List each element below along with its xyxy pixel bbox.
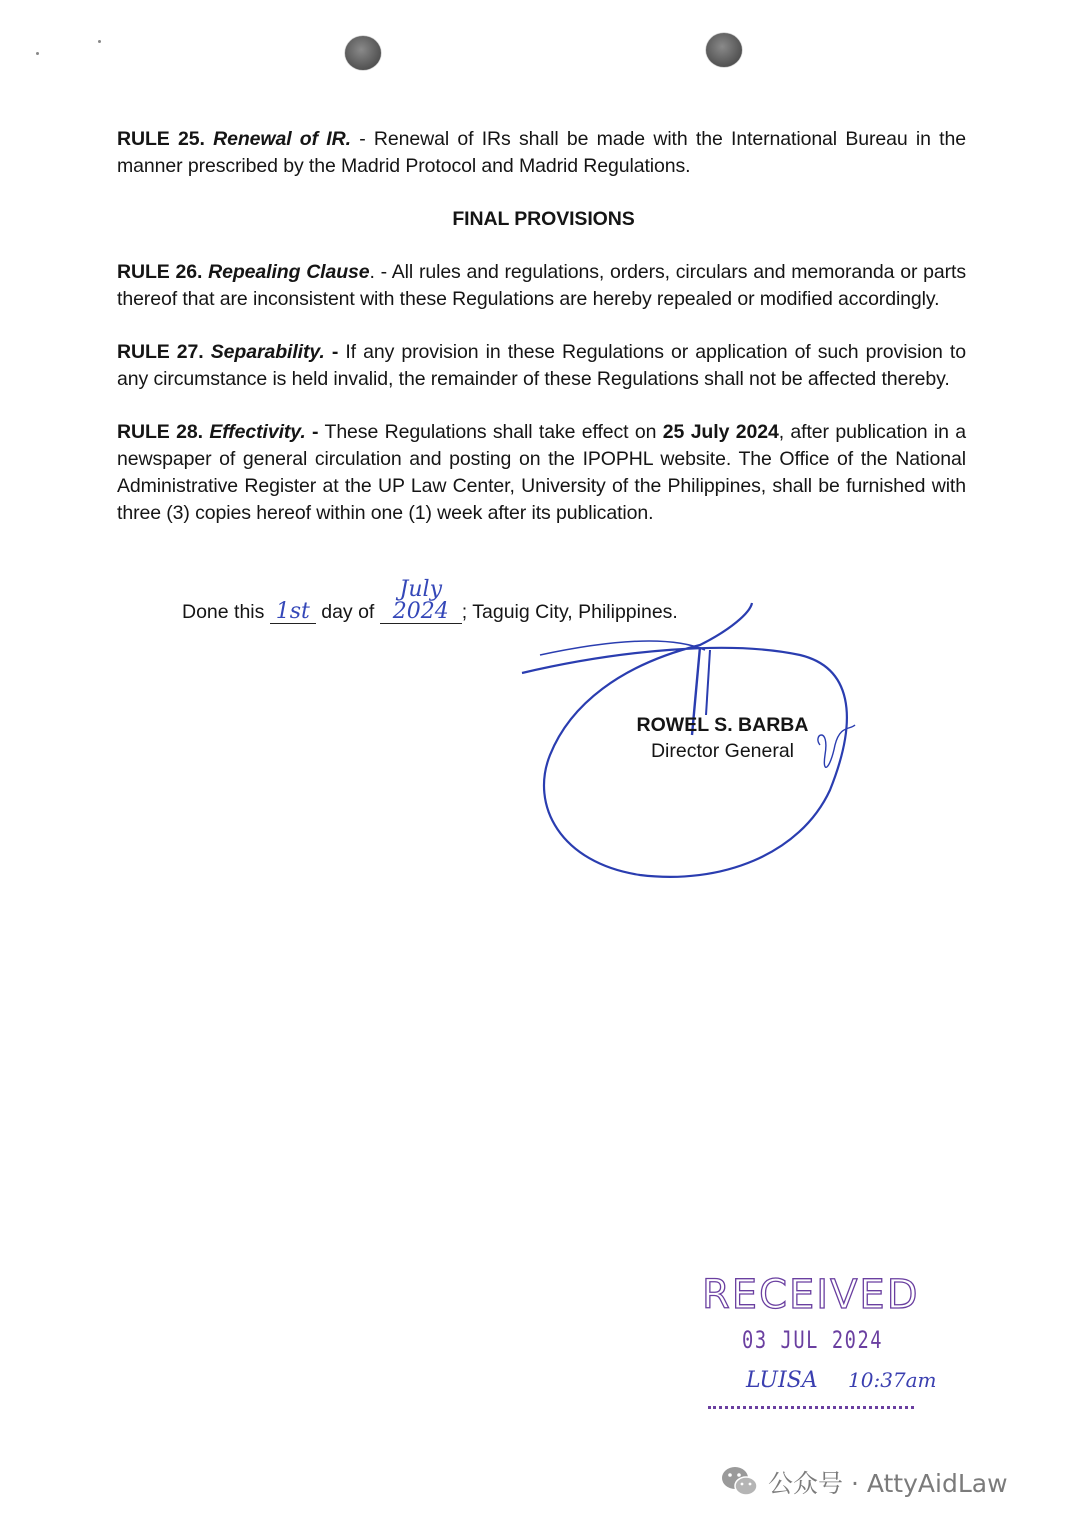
rule-25-paragraph — [117, 126, 966, 180]
document-body — [117, 126, 966, 527]
rule-28-text-before: These Regulations shall take effect on — [318, 421, 663, 443]
final-provisions-heading: FINAL PROVISIONS — [452, 208, 635, 230]
rule-28-label: RULE 28. — [117, 421, 203, 443]
done-day-handwritten: 1st — [270, 601, 316, 624]
received-stamp-dotted-line — [708, 1406, 914, 1409]
rule-27-label: RULE 27. — [117, 341, 204, 363]
signatory-block — [600, 712, 845, 764]
rule-26-label: RULE 26. — [117, 261, 203, 283]
watermark — [720, 1462, 1008, 1502]
scan-speck — [36, 52, 39, 55]
rule-27-title: Separability. — [210, 341, 325, 363]
punch-hole-left — [345, 36, 381, 70]
received-stamp — [698, 1270, 938, 1420]
rule-26-title: Repealing Clause — [208, 261, 370, 283]
rule-27-dash: - — [324, 341, 339, 363]
done-mid: day of — [315, 601, 380, 623]
received-stamp-handwritten-time: 10:37am — [848, 1368, 937, 1392]
rule-28-paragraph — [117, 419, 966, 527]
rule-28-dash: - — [305, 421, 319, 443]
done-month-year-handwritten: July 2024 — [380, 579, 462, 624]
received-stamp-handwritten-name: LUISA — [746, 1368, 818, 1393]
signatory-name: ROWEL S. BARBA — [636, 714, 809, 736]
rule-25-label: RULE 25. — [117, 128, 205, 150]
rule-28-effective-date: 25 July 2024 — [662, 421, 779, 443]
rule-28-text-after: , after publication in a newspaper of general circulation and posting on the IPOPHL website. The Office of the National Administrative Register at the UP Law Center, University of the Philippines, shall be furnished with three (3) copies hereof within one (1) week after its publication. — [117, 421, 967, 524]
rule-26-text: . - All rules and regulations, orders, circulars and memoranda or parts thereof that are inconsistent with these Regulations are hereby repealed or modified accordingly. — [117, 261, 966, 310]
rule-27-paragraph — [117, 339, 966, 393]
rule-28-title: Effectivity. — [209, 421, 306, 443]
rule-25-text: - Renewal of IRs shall be made with the International Bureau in the manner prescribed by the Madrid Protocol and Madrid Regulations. — [117, 128, 966, 177]
punch-hole-right — [706, 33, 742, 67]
rule-27-text: If any provision in these Regulations or application of such provision to any circumstance is held invalid, the remainder of these Regulations shall not be affected thereby. — [117, 341, 966, 390]
scan-speck — [98, 40, 101, 43]
received-stamp-title: RECEIVED — [702, 1272, 920, 1318]
wechat-icon — [720, 1464, 760, 1500]
watermark-text: 公众号 · AttyAidLaw — [768, 1469, 1008, 1498]
rule-25-title: Renewal of IR. — [213, 128, 351, 150]
done-suffix: ; Taguig City, Philippines. — [461, 601, 678, 623]
signatory-title: Director General — [650, 740, 795, 762]
received-stamp-date: 03 JUL 2024 — [742, 1326, 884, 1354]
done-prefix: Done this — [182, 601, 270, 623]
rule-26-paragraph — [117, 259, 966, 313]
